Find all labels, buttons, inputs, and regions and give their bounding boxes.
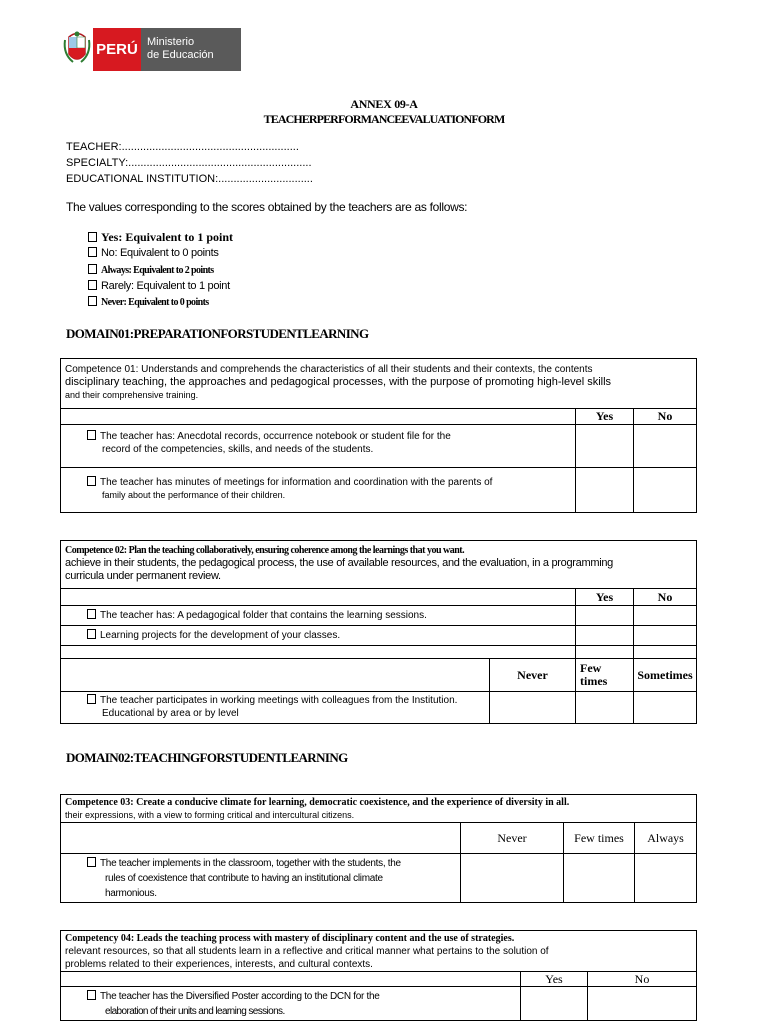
no-cell[interactable] [634,468,697,513]
checkbox-icon [87,476,96,486]
criterion-row: The teacher has the Diversified Poster according to the DCN for the elaboration of their units and learning sessions. [61,987,521,1021]
institution-field: EDUCATIONAL INSTITUTION:............................... [66,173,313,185]
intro-text: The values corresponding to the scores obtained by the teachers are as follows: [66,200,468,214]
checkbox-icon [87,430,96,440]
competence-03-description: Competence 03: Create a conducive climate for learning, democratic coexistence, and the experience of diversity in all. their expressions, with a view to forming critical and intercultural citizens. [61,795,697,823]
annex-title: ANNEX 09-A [350,97,418,111]
yes-cell[interactable] [576,606,634,626]
logo-country: PERÚ [93,28,141,71]
domain-2-heading: DOMAIN02:TEACHINGFORSTUDENTLEARNING [66,750,348,765]
spacer-row [61,646,576,659]
never-cell[interactable] [490,692,576,724]
checkbox-icon [87,629,96,639]
scale-item: Rarely: Equivalent to 1 point [88,280,230,292]
criterion-row: The teacher has minutes of meetings for information and coordination with the parents of family about the performance of their children. [61,468,576,513]
scale-item: Yes: Equivalent to 1 point [88,230,233,245]
checkbox-icon [87,609,96,619]
no-header: No [588,972,697,987]
checkbox-icon [87,990,96,1000]
yes-cell[interactable] [576,425,634,468]
header-spacer [61,972,521,987]
criterion-row: Learning projects for the development of your classes. [61,626,576,646]
no-cell[interactable] [634,425,697,468]
spacer-row [634,646,697,659]
competence-01-description: Competence 01: Understands and comprehends the characteristics of all their students and their contexts, the contents disciplinary teaching, the approaches and pedagogical processes, with the purpose of promoting high-level skills and their comprehensive training. [61,359,697,409]
specialty-field: SPECIALTY:............................................................ [66,157,312,169]
domain-1-heading: DOMAIN01:PREPARATIONFORSTUDENTLEARNING [66,326,369,341]
never-cell[interactable] [461,854,564,903]
checkbox-icon [88,296,97,306]
always-cell[interactable] [635,854,697,903]
few-times-header: Few times [576,659,634,692]
competence-02-description: Competence 02: Plan the teaching collaboratively, ensuring coherence among the learnings that you want. achieve in their students, the pedagogical process, the use of available resources, and the evaluation, in a programming curricula under permanent review. [61,541,697,589]
header-spacer [61,823,461,854]
header-spacer [61,409,576,425]
yes-header: Yes [576,409,634,425]
coat-of-arms-icon [61,28,93,71]
checkbox-icon [88,247,97,257]
yes-header: Yes [521,972,588,987]
no-cell[interactable] [634,606,697,626]
never-header: Never [461,823,564,854]
criterion-row: The teacher has: A pedagogical folder that contains the learning sessions. [61,606,576,626]
logo-ministry: Ministerio de Educación [141,28,241,71]
scale-item: Never: Equivalent to 0 points [88,296,209,308]
competence-02-table [60,540,697,724]
competence-03-table [60,794,697,903]
checkbox-icon [88,232,97,242]
never-header: Never [490,659,576,692]
yes-cell[interactable] [576,626,634,646]
no-cell[interactable] [588,987,697,1021]
criterion-row: The teacher implements in the classroom, together with the students, the rules of coexistence that contribute to having an institutional climate harmonious. [61,854,461,903]
scale-item: No: Equivalent to 0 points [88,247,219,259]
checkbox-icon [87,857,96,867]
yes-cell[interactable] [576,468,634,513]
teacher-field: TEACHER:.......................................................... [66,141,299,153]
ministry-logo [61,28,241,71]
header-spacer [61,659,490,692]
yes-header: Yes [576,589,634,606]
checkbox-icon [88,264,97,274]
no-header: No [634,409,697,425]
few-times-header: Few times [564,823,635,854]
checkbox-icon [87,694,96,704]
form-title: TEACHERPERFORMANCEEVALUATIONFORM [263,112,505,126]
competence-04-table [60,930,697,1021]
yes-cell[interactable] [521,987,588,1021]
sometimes-cell[interactable] [634,692,697,724]
no-header: No [634,589,697,606]
competence-04-description: Competency 04: Leads the teaching process with mastery of disciplinary content and the use of strategies. relevant resources, so that all students learn in a reflective and critical manner what pertains to the solution of problems related to their experiences, interests, and cultural contexts. [61,931,697,972]
scale-item: Always: Equivalent to 2 points [88,264,214,276]
few-times-cell[interactable] [576,692,634,724]
competence-01-table [60,358,697,513]
criterion-row: The teacher participates in working meetings with colleagues from the Institution. Educational by area or by level [61,692,490,724]
criterion-row: The teacher has: Anecdotal records, occurrence notebook or student file for the record of the competencies, skills, and needs of the students. [61,425,576,468]
header-spacer [61,589,576,606]
always-header: Always [635,823,697,854]
sometimes-header: Sometimes [634,659,697,692]
checkbox-icon [88,280,97,290]
spacer-row [576,646,634,659]
few-times-cell[interactable] [564,854,635,903]
no-cell[interactable] [634,626,697,646]
